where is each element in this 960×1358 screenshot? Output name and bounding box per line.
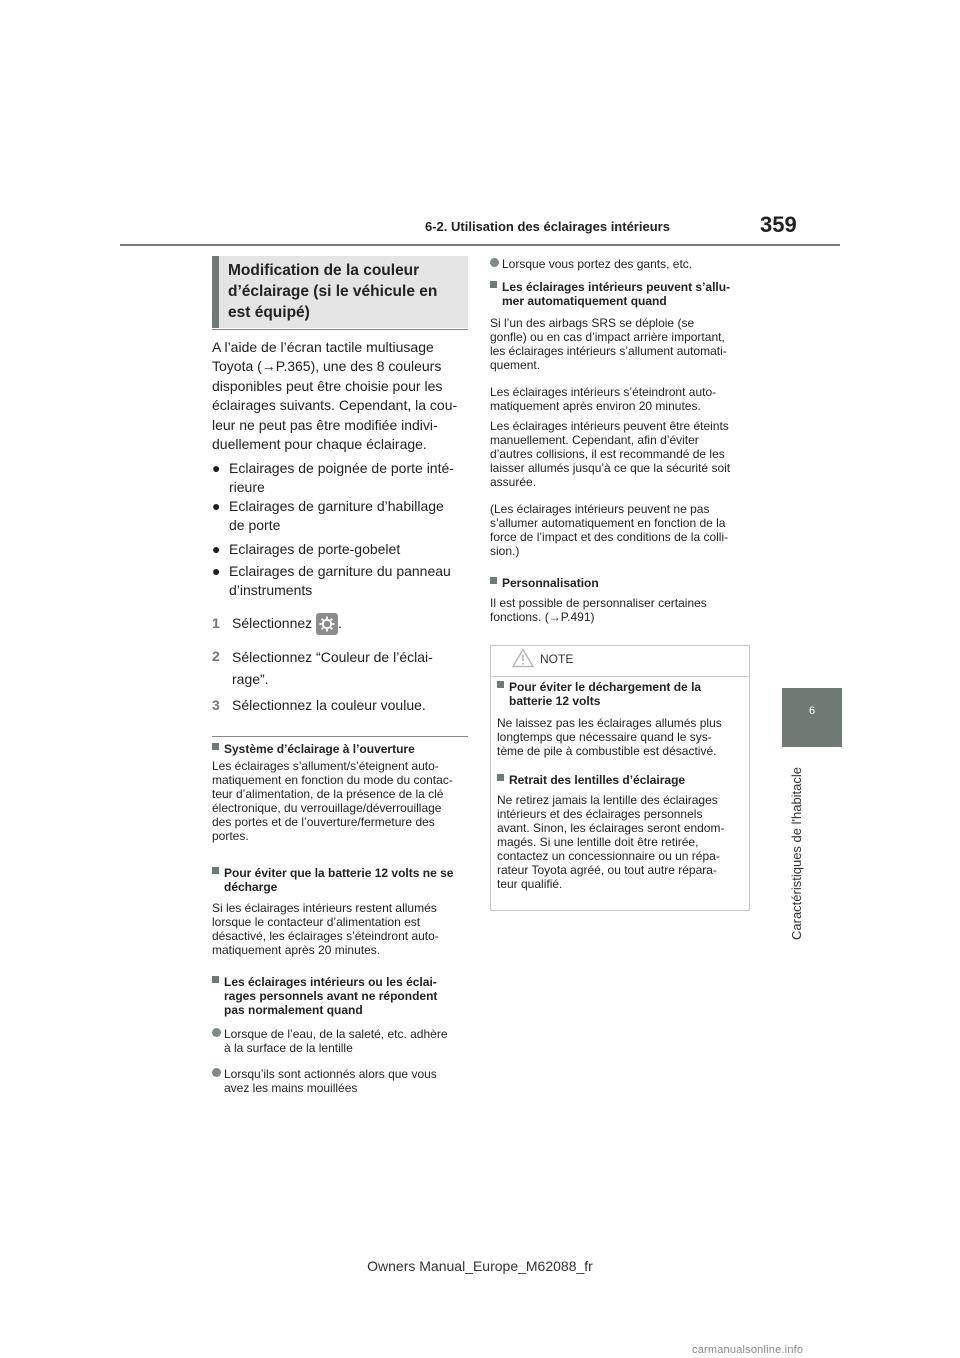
body-line: matiquement après 20 minutes. <box>212 943 381 957</box>
body-line: matiquement après environ 20 minutes. <box>490 399 701 413</box>
body-line: Ne retirez jamais la lentille des éclairages <box>497 793 718 807</box>
subsection-body <box>490 502 752 558</box>
body-line: avant. Sinon, les éclairages seront endom- <box>497 821 725 835</box>
square-bullet-icon <box>497 681 504 688</box>
list-item-text: Eclairages de garniture du panneau <box>229 563 451 579</box>
square-bullet-icon <box>490 281 497 288</box>
subsection-body <box>212 759 474 843</box>
subsection-title <box>212 866 468 896</box>
list-item <box>212 497 468 537</box>
bullet-dot-icon: ● <box>212 498 221 514</box>
settings-gear-icon <box>316 613 338 635</box>
subsection-title <box>490 280 752 310</box>
list-item-text: Eclairages de poignée de porte inté- <box>229 460 454 476</box>
list-item-text: rieure <box>229 479 265 496</box>
step-text: Sélectionnez <box>232 615 313 631</box>
list-item <box>212 459 468 499</box>
body-line: Les éclairages intérieurs peuvent être éteints <box>490 419 729 433</box>
footer-text: Owners Manual_Europe_M62088_fr <box>367 1258 593 1274</box>
intro-line: A l’aide de l’écran tactile multiusage <box>212 339 434 355</box>
list-item <box>212 1067 468 1097</box>
list-item <box>212 540 468 560</box>
subsection-title-text: Système d’éclairage à l’ouverture <box>224 742 415 756</box>
body-line: sion.) <box>490 544 520 558</box>
list-item-text: Eclairages de porte-gobelet <box>229 541 401 557</box>
bullet-dot-icon: ● <box>212 563 221 579</box>
chapter-tab: 6 <box>782 688 842 747</box>
square-bullet-icon <box>490 577 497 584</box>
body-line: contactez un concessionnaire ou un répa- <box>497 849 720 863</box>
body-line: Les éclairages s’allument/s’éteignent auto- <box>212 759 439 773</box>
body-line: s’allumer automatiquement en fonction de la <box>490 516 726 530</box>
square-bullet-icon <box>497 774 504 781</box>
section-divider <box>212 736 468 737</box>
body-line: fonctions. (→P.491) <box>490 610 595 624</box>
step-number: 1 <box>212 615 220 631</box>
heading-divider <box>212 329 468 330</box>
body-line: portes. <box>212 829 249 843</box>
step-text: Sélectionnez “Couleur de l’éclai- <box>232 649 433 665</box>
intro-paragraph <box>212 338 474 454</box>
note-item-title <box>497 773 745 789</box>
subsection-title-text: Les éclairages intérieurs ou les éclai- <box>224 975 437 989</box>
body-line: des portes et de l’ouverture/fermeture des <box>212 815 435 829</box>
list-item-text: Lorsque vous portez des gants, etc. <box>502 257 693 271</box>
body-line: électronique, du verrouillage/déverrouillage <box>212 801 442 815</box>
note-title-text: batterie 12 volts <box>509 694 601 708</box>
subsection-title-text: mer automatiquement quand <box>502 294 667 308</box>
body-line: teur qualifié. <box>497 877 563 891</box>
subsection-title-text: Les éclairages intérieurs peuvent s’allu- <box>502 280 731 294</box>
note-divider <box>491 676 749 677</box>
step-text: rage”. <box>232 671 269 687</box>
subsection-body <box>490 385 752 413</box>
warning-triangle-icon <box>512 648 534 668</box>
bullet-dot-icon: ● <box>212 460 221 476</box>
step-number: 3 <box>212 697 220 713</box>
body-line: rateur Toyota agréé, ou tout autre répara- <box>497 863 717 877</box>
bullet-dot-icon: ● <box>212 541 221 557</box>
step-text: Sélectionnez la couleur voulue. <box>232 697 426 713</box>
square-bullet-icon <box>212 867 219 874</box>
subsection-title-text: Pour éviter que la batterie 12 volts ne se <box>224 866 454 880</box>
body-line: manuellement. Cependant, afin d’éviter <box>490 433 699 447</box>
subsection-title <box>490 576 752 592</box>
body-line: Si l’un des airbags SRS se déploie (se <box>490 316 695 330</box>
body-line: d’autres collisions, il est recommandé de les <box>490 447 725 461</box>
body-line: intérieurs et des éclairages personnels <box>497 807 703 821</box>
subsection-title-text: pas normalement quand <box>224 1003 363 1017</box>
intro-line: duellement pour chaque éclairage. <box>212 436 427 453</box>
list-item-text: à la surface de la lentille <box>224 1041 353 1055</box>
step-1 <box>212 613 468 637</box>
section-heading <box>212 256 468 328</box>
heading-line: Modification de la couleur <box>228 262 420 279</box>
header-divider <box>120 244 840 246</box>
body-line: tème de pile à combustible est désactivé. <box>497 744 717 758</box>
body-line: longtemps que nécessaire quand le sys- <box>497 730 712 744</box>
body-line: (Les éclairages intérieurs peuvent ne pas <box>490 502 710 516</box>
subsection-title-text: Personnalisation <box>502 576 599 590</box>
subsection-body <box>490 316 752 372</box>
note-title-text: Pour éviter le déchargement de la <box>509 680 702 694</box>
body-line: quement. <box>490 358 541 372</box>
square-bullet-icon <box>212 743 219 750</box>
list-item-text: de porte <box>229 517 281 534</box>
chapter-label-text: Caractéristiques de l'habitacle <box>789 766 804 940</box>
body-line: Les éclairages intérieurs s’éteindront auto- <box>490 385 717 399</box>
subsection-body <box>490 596 752 624</box>
subsection-title <box>212 975 468 1019</box>
circle-bullet-icon <box>212 1028 221 1037</box>
body-line: les éclairages intérieurs s’allument automati- <box>490 344 727 358</box>
list-item <box>212 1027 468 1057</box>
body-line: magés. Si une lentille doit être retirée, <box>497 835 699 849</box>
subsection-body <box>490 419 752 489</box>
intro-line: éclairages suivants. Cependant, la cou- <box>212 397 458 414</box>
body-line: Ne laissez pas les éclairages allumés plus <box>497 716 722 730</box>
square-bullet-icon <box>212 976 219 983</box>
chapter-label <box>789 760 805 940</box>
intro-line: Toyota (→P.365), une des 8 couleurs <box>212 358 442 375</box>
body-line: matiquement en fonction du mode du contac- <box>212 773 453 787</box>
list-item-text: Lorsqu’ils sont actionnés alors que vous <box>224 1067 437 1081</box>
note-item-title <box>497 680 745 710</box>
circle-bullet-icon <box>490 258 499 267</box>
body-line: teur d’alimentation, de la présence de la clé <box>212 787 444 801</box>
note-title-text: Retrait des lentilles d’éclairage <box>509 773 686 787</box>
section-title: 6-2. Utilisation des éclairages intérieurs <box>425 219 670 234</box>
watermark: carmanualsonline.info <box>692 1344 804 1356</box>
note-item-body <box>497 793 747 891</box>
intro-line: leur ne peut pas être modifiée indivi- <box>212 416 438 433</box>
body-line: Il est possible de personnaliser certaines <box>490 596 707 610</box>
heading-line: est équipé) <box>228 304 310 321</box>
body-line: laisser allumés jusqu’à ce que la sécurité soit <box>490 461 731 475</box>
subsection-title <box>212 742 468 758</box>
step-text: . <box>338 615 342 631</box>
list-item-text: Eclairages de garniture d’habillage <box>229 498 444 514</box>
step-2 <box>212 646 468 688</box>
intro-line: disponibles peut être choisie pour les <box>212 377 443 394</box>
list-item <box>212 562 468 602</box>
subsection-body <box>212 901 474 957</box>
body-line: désactivé, les éclairages s’éteindront auto- <box>212 929 439 943</box>
body-line: gonfle) ou en cas d’impact arrière important, <box>490 330 725 344</box>
body-line: lorsque le contacteur d’alimentation est <box>212 915 421 929</box>
note-item-body <box>497 716 747 758</box>
list-item-text: Lorsque de l’eau, de la saleté, etc. adhère <box>224 1027 448 1041</box>
page-number: 359 <box>760 212 797 237</box>
step-3 <box>212 695 468 717</box>
subsection-title-text: décharge <box>224 880 278 894</box>
step-number: 2 <box>212 648 220 664</box>
body-line: Si les éclairages intérieurs restent allumés <box>212 901 437 915</box>
list-item <box>490 257 752 273</box>
note-label: NOTE <box>540 652 574 666</box>
body-line: force de l’impact et des conditions de la colli- <box>490 530 729 544</box>
list-item-text: d’instruments <box>229 582 313 599</box>
body-line: assurée. <box>490 475 537 489</box>
subsection-title-text: rages personnels avant ne répondent <box>224 989 438 1003</box>
heading-line: d’éclairage (si le véhicule en <box>228 283 438 300</box>
circle-bullet-icon <box>212 1068 221 1077</box>
list-item-text: avez les mains mouillées <box>224 1081 358 1095</box>
